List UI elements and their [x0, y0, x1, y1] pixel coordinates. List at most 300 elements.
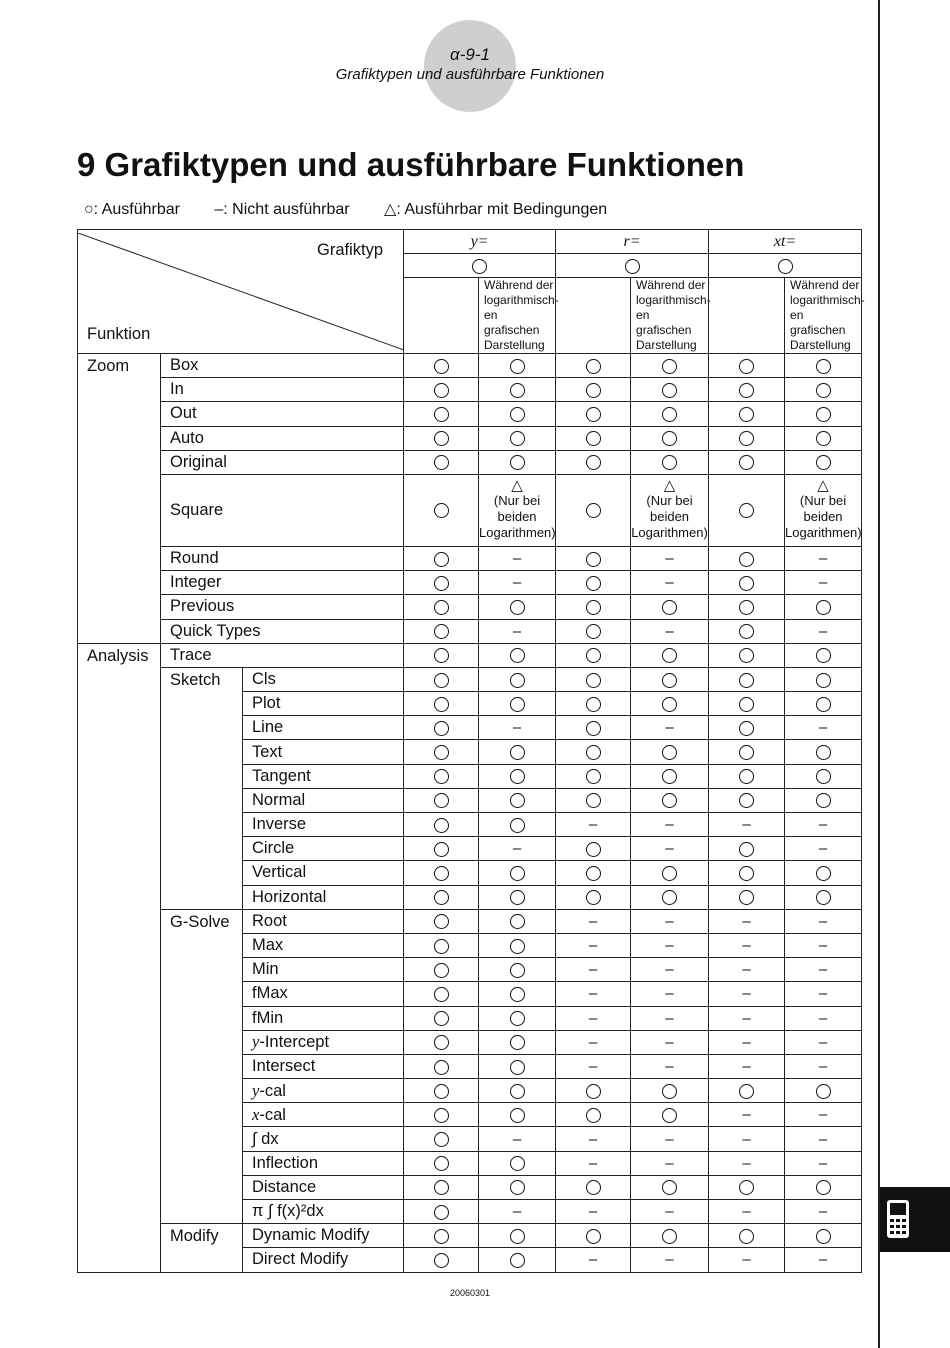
circle-icon	[662, 673, 677, 688]
cell-mark	[709, 837, 785, 861]
cell-mark	[631, 1175, 709, 1199]
circle-icon	[434, 721, 449, 736]
dash-mark: –	[631, 813, 709, 837]
header-diagonal-cell	[78, 230, 404, 354]
circle-icon	[434, 552, 449, 567]
dash-mark: –	[709, 1248, 785, 1272]
cell-mark	[556, 571, 631, 595]
dash-mark: –	[709, 1030, 785, 1054]
cell-mark	[709, 402, 785, 426]
dash-mark: –	[785, 546, 862, 570]
cell-mark	[785, 643, 862, 667]
table-row	[78, 619, 862, 643]
cell-mark	[404, 740, 479, 764]
normal-col-xt	[709, 278, 785, 354]
circle-icon	[586, 383, 601, 398]
dash-mark: –	[479, 837, 556, 861]
cell-mark	[631, 740, 709, 764]
cell-mark	[404, 692, 479, 716]
circle-icon	[586, 697, 601, 712]
function-name: y-cal	[243, 1079, 404, 1103]
circle-icon	[586, 648, 601, 663]
cell-mark	[479, 643, 556, 667]
cell-mark	[479, 1006, 556, 1030]
cell-mark	[709, 546, 785, 570]
cell-mark	[404, 1248, 479, 1272]
cell-mark	[631, 643, 709, 667]
italic-var: y	[252, 1032, 260, 1052]
legend	[84, 199, 637, 219]
circle-icon	[434, 1180, 449, 1195]
group-modify: Modify	[161, 1224, 243, 1272]
cell-mark	[631, 692, 709, 716]
dash-mark: –	[631, 1006, 709, 1030]
circle-icon	[510, 455, 525, 470]
dash-mark: –	[479, 716, 556, 740]
dash-mark: –	[785, 716, 862, 740]
circle-icon	[434, 963, 449, 978]
table-row	[78, 474, 862, 546]
cell-mark	[785, 595, 862, 619]
cell-mark	[479, 1175, 556, 1199]
circle-icon	[510, 673, 525, 688]
dash-mark: –	[631, 909, 709, 933]
condition-line: beiden	[803, 509, 843, 525]
condition-line: Logarithmen)	[785, 525, 862, 541]
cell-mark	[404, 402, 479, 426]
dash-mark: –	[556, 909, 631, 933]
circle-icon	[434, 818, 449, 833]
circle-icon	[816, 745, 831, 760]
cell-mark	[785, 692, 862, 716]
cell-mark	[556, 1103, 631, 1127]
function-name: Square	[161, 474, 404, 546]
cell-mark	[479, 1248, 556, 1272]
circle-icon	[434, 576, 449, 591]
circle-icon	[739, 407, 754, 422]
dash-mark: –	[785, 958, 862, 982]
cell-mark	[479, 1103, 556, 1127]
type-y: y=	[404, 230, 556, 254]
dash-mark: –	[631, 1127, 709, 1151]
cell-mark	[556, 788, 631, 812]
page-title: 9 Grafiktypen und ausführbare Funktionen	[77, 146, 745, 183]
cell-mark	[404, 885, 479, 909]
cell-mark	[479, 1151, 556, 1175]
function-name: Auto	[161, 426, 404, 450]
dash-mark: –	[709, 958, 785, 982]
circle-icon	[816, 1229, 831, 1244]
cell-mark	[785, 861, 862, 885]
circle-icon	[739, 552, 754, 567]
circle-icon	[434, 648, 449, 663]
dash-mark: –	[479, 546, 556, 570]
dash-mark: –	[556, 813, 631, 837]
cell-mark	[785, 426, 862, 450]
circle-icon	[816, 600, 831, 615]
circle-icon	[586, 890, 601, 905]
function-name: ∫ dx	[243, 1127, 404, 1151]
circle-icon	[586, 455, 601, 470]
cell-mark	[479, 885, 556, 909]
circle-icon	[510, 1108, 525, 1123]
dash-mark: –	[785, 837, 862, 861]
function-name: Intersect	[243, 1054, 404, 1078]
dash-mark: –	[631, 546, 709, 570]
circle-icon	[586, 1229, 601, 1244]
square-condition	[631, 474, 709, 546]
log-note-xt: Während der logarithmisch-en grafischen Darstellung	[785, 278, 862, 354]
table-row	[78, 643, 862, 667]
cell-mark	[404, 354, 479, 378]
circle-icon	[739, 745, 754, 760]
dash-mark: –	[785, 571, 862, 595]
circle-icon	[586, 842, 601, 857]
normal-col-y	[404, 278, 479, 354]
cell-mark	[556, 667, 631, 691]
circle-icon	[434, 1132, 449, 1147]
function-name: In	[161, 378, 404, 402]
circle-icon	[739, 697, 754, 712]
cell-mark	[404, 474, 479, 546]
cell-mark	[631, 402, 709, 426]
circle-icon	[510, 745, 525, 760]
cell-mark	[404, 813, 479, 837]
table-row	[78, 402, 862, 426]
log-note-r: Während der logarithmisch-en grafischen Darstellung	[631, 278, 709, 354]
function-name: Horizontal	[243, 885, 404, 909]
dash-mark: –	[556, 1054, 631, 1078]
circle-icon	[816, 673, 831, 688]
circle-icon	[510, 697, 525, 712]
function-name: Round	[161, 546, 404, 570]
cell-mark	[404, 426, 479, 450]
cell-mark	[479, 909, 556, 933]
dash-mark: –	[479, 571, 556, 595]
function-name: Min	[243, 958, 404, 982]
table-row	[78, 1224, 862, 1248]
cell-mark	[404, 933, 479, 957]
circle-icon	[434, 890, 449, 905]
square-condition	[785, 474, 862, 546]
cell-mark	[556, 546, 631, 570]
cell-mark	[709, 788, 785, 812]
dash-mark: –	[556, 933, 631, 957]
circle-icon	[510, 890, 525, 905]
circle-icon	[510, 769, 525, 784]
dash-mark: –	[631, 619, 709, 643]
dash-mark: –	[631, 1200, 709, 1224]
function-name: Root	[243, 909, 404, 933]
cell-mark	[404, 958, 479, 982]
circle-icon	[662, 648, 677, 663]
circle-icon	[434, 1011, 449, 1026]
dash-mark: –	[785, 1127, 862, 1151]
circle-icon	[434, 1253, 449, 1268]
cell-mark	[709, 378, 785, 402]
circle-icon	[662, 793, 677, 808]
cell-mark	[404, 861, 479, 885]
cell-mark	[709, 740, 785, 764]
dash-mark: –	[709, 933, 785, 957]
table-row	[78, 426, 862, 450]
cell-mark	[556, 402, 631, 426]
circle-icon	[510, 1229, 525, 1244]
circle-icon	[510, 914, 525, 929]
cell-mark	[556, 1079, 631, 1103]
type-y-mark	[404, 254, 556, 278]
dash-mark: –	[556, 1151, 631, 1175]
circle-icon	[739, 673, 754, 688]
dash-mark: –	[631, 933, 709, 957]
dash-mark: –	[556, 1006, 631, 1030]
circle-icon	[510, 1060, 525, 1075]
cell-mark	[479, 1054, 556, 1078]
circle-icon	[816, 431, 831, 446]
function-name: Vertical	[243, 861, 404, 885]
cell-mark	[556, 837, 631, 861]
dash-mark: –	[785, 1200, 862, 1224]
function-name: Max	[243, 933, 404, 957]
circle-icon	[662, 431, 677, 446]
function-name: Text	[243, 740, 404, 764]
cell-mark	[785, 667, 862, 691]
cell-mark	[785, 1175, 862, 1199]
condition-line: (Nur bei	[493, 493, 541, 509]
cell-mark	[631, 861, 709, 885]
circle-icon	[586, 866, 601, 881]
cell-mark	[631, 667, 709, 691]
cell-mark	[709, 764, 785, 788]
circle-icon	[510, 383, 525, 398]
cell-mark	[479, 450, 556, 474]
circle-icon	[586, 624, 601, 639]
circle-icon	[510, 963, 525, 978]
condition-line: (Nur bei	[799, 493, 847, 509]
circle-icon	[586, 745, 601, 760]
function-name: Circle	[243, 837, 404, 861]
cell-mark	[404, 546, 479, 570]
cell-mark	[404, 643, 479, 667]
cell-mark	[404, 1006, 479, 1030]
page-edge-line	[878, 0, 880, 1348]
cell-mark	[631, 426, 709, 450]
dash-mark: –	[709, 1103, 785, 1127]
cell-mark	[404, 619, 479, 643]
dash-mark: –	[556, 1200, 631, 1224]
cell-mark	[556, 740, 631, 764]
circle-icon	[434, 987, 449, 1002]
circle-icon	[434, 1229, 449, 1244]
circle-icon	[816, 455, 831, 470]
circle-icon	[434, 745, 449, 760]
circle-icon	[739, 431, 754, 446]
cell-mark	[404, 1224, 479, 1248]
circle-icon	[816, 890, 831, 905]
table-row	[78, 546, 862, 570]
dash-mark: –	[631, 571, 709, 595]
legend-cond: △: Ausführbar mit Bedingungen	[384, 201, 608, 218]
cell-mark	[785, 450, 862, 474]
circle-icon	[816, 866, 831, 881]
cell-mark	[785, 378, 862, 402]
cell-mark	[631, 1103, 709, 1127]
cell-mark	[479, 933, 556, 957]
cell-mark	[404, 1200, 479, 1224]
circle-icon	[662, 866, 677, 881]
dash-mark: –	[631, 716, 709, 740]
circle-icon	[434, 431, 449, 446]
circle-icon	[739, 383, 754, 398]
function-name: Normal	[243, 788, 404, 812]
dash-mark: –	[785, 982, 862, 1006]
circle-icon	[434, 1205, 449, 1220]
function-name: fMax	[243, 982, 404, 1006]
circle-icon	[510, 1084, 525, 1099]
cell-mark	[556, 861, 631, 885]
cell-mark	[404, 595, 479, 619]
cell-mark	[479, 813, 556, 837]
circle-icon	[816, 793, 831, 808]
circle-icon	[434, 793, 449, 808]
circle-icon	[816, 1084, 831, 1099]
dash-mark: –	[709, 1127, 785, 1151]
table-row	[78, 595, 862, 619]
dash-mark: –	[631, 958, 709, 982]
circle-icon	[434, 359, 449, 374]
triangle-icon: △	[511, 477, 523, 495]
dash-mark: –	[556, 1248, 631, 1272]
circle-icon	[662, 455, 677, 470]
circle-icon	[816, 769, 831, 784]
circle-icon	[739, 359, 754, 374]
dash-mark: –	[631, 837, 709, 861]
circle-icon	[739, 648, 754, 663]
dash-mark: –	[709, 982, 785, 1006]
circle-icon	[434, 697, 449, 712]
cell-mark	[709, 861, 785, 885]
triangle-icon: △	[817, 477, 829, 495]
cell-mark	[556, 643, 631, 667]
cell-mark	[556, 426, 631, 450]
circle-icon	[739, 721, 754, 736]
circle-icon	[586, 407, 601, 422]
page-subtitle: Grafiktypen und ausführbare Funktionen	[335, 66, 605, 83]
cell-mark	[709, 885, 785, 909]
cell-mark	[479, 958, 556, 982]
circle-icon	[662, 1229, 677, 1244]
cell-mark	[404, 982, 479, 1006]
graph-type-label: Grafiktyp	[316, 241, 384, 259]
circle-icon	[510, 866, 525, 881]
cell-mark	[479, 1079, 556, 1103]
cell-mark	[709, 716, 785, 740]
circle-icon	[434, 842, 449, 857]
function-name: Cls	[243, 667, 404, 691]
cell-mark	[785, 764, 862, 788]
function-name: Previous	[161, 595, 404, 619]
circle-icon	[586, 1180, 601, 1195]
cell-mark	[556, 474, 631, 546]
cell-mark	[631, 885, 709, 909]
circle-icon	[739, 890, 754, 905]
circle-icon	[434, 769, 449, 784]
circle-icon	[434, 939, 449, 954]
dash-mark: –	[709, 1200, 785, 1224]
dash-mark: –	[556, 958, 631, 982]
dash-mark: –	[785, 1054, 862, 1078]
circle-icon	[816, 1180, 831, 1195]
circle-icon	[434, 914, 449, 929]
cell-mark	[404, 571, 479, 595]
cell-mark	[785, 1079, 862, 1103]
function-name: Tangent	[243, 764, 404, 788]
circle-icon	[510, 600, 525, 615]
circle-icon	[739, 1229, 754, 1244]
type-xt-mark	[709, 254, 862, 278]
circle-icon	[434, 600, 449, 615]
function-name: Out	[161, 402, 404, 426]
cell-mark	[631, 378, 709, 402]
circle-icon	[739, 576, 754, 591]
circle-icon	[739, 866, 754, 881]
italic-var: y	[252, 1080, 260, 1100]
circle-icon	[434, 1084, 449, 1099]
function-table	[77, 229, 865, 1273]
circle-icon	[739, 793, 754, 808]
function-name: Plot	[243, 692, 404, 716]
cell-mark	[785, 885, 862, 909]
dash-mark: –	[785, 1030, 862, 1054]
cell-mark	[631, 1224, 709, 1248]
circle-icon	[510, 1180, 525, 1195]
circle-icon	[662, 1084, 677, 1099]
cell-mark	[479, 740, 556, 764]
cell-mark	[404, 788, 479, 812]
circle-icon	[510, 1253, 525, 1268]
circle-icon	[434, 503, 449, 518]
square-condition	[479, 474, 556, 546]
dash-mark: –	[785, 813, 862, 837]
circle-icon	[662, 383, 677, 398]
circle-icon	[586, 431, 601, 446]
dash-mark: –	[709, 813, 785, 837]
normal-col-r	[556, 278, 631, 354]
circle-icon	[739, 503, 754, 518]
dash-mark: –	[709, 1006, 785, 1030]
cell-mark	[709, 474, 785, 546]
cell-mark	[479, 426, 556, 450]
function-name: Quick Types	[161, 619, 404, 643]
circle-icon	[662, 1108, 677, 1123]
cell-mark	[404, 1103, 479, 1127]
cell-mark	[785, 788, 862, 812]
circle-icon	[510, 1156, 525, 1171]
function-name: Original	[161, 450, 404, 474]
cell-mark	[556, 1175, 631, 1199]
cell-mark	[709, 667, 785, 691]
cell-mark	[556, 619, 631, 643]
cell-mark	[479, 1224, 556, 1248]
circle-icon	[586, 600, 601, 615]
cell-mark	[556, 595, 631, 619]
cell-mark	[479, 692, 556, 716]
circle-icon	[434, 673, 449, 688]
circle-icon	[586, 769, 601, 784]
circle-icon	[662, 697, 677, 712]
log-note-y: Während der logarithmisch-en grafischen Darstellung	[479, 278, 556, 354]
cell-mark	[479, 378, 556, 402]
